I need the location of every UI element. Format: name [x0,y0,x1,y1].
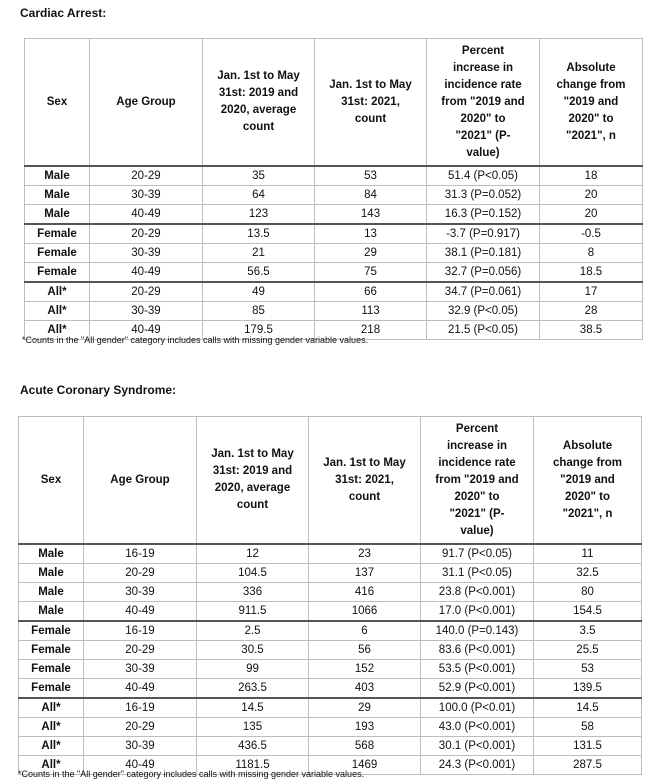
cell-percent-increase: 16.3 (P=0.152) [427,205,540,225]
header-avg-count-2019-2020-text: Jan. 1st to May 31st: 2019 and 2020, average count [211,448,294,511]
table-row [19,544,642,564]
acs-title: Acute Coronary Syndrome: [20,383,177,397]
cell-age-group: 20-29 [84,641,197,660]
cell-sex: Male [19,602,84,622]
header-percent-increase-text: Percent increase in incidence rate from "2019 and 2020" to "2021" (P- value) [435,422,519,537]
cell-sex: All* [25,302,90,321]
cell-sex: All* [19,737,84,756]
header-age-group [84,417,197,545]
cell-avg-count-2019-2020: 179.5 [203,321,315,340]
cell-age-group: 20-29 [84,718,197,737]
header-percent-increase [427,39,540,167]
cell-percent-increase: 100.0 (P<0.01) [421,698,534,718]
cell-age-group: 30-39 [84,660,197,679]
cell-absolute-change: 14.5 [534,698,642,718]
cell-absolute-change: 80 [534,583,642,602]
cell-sex: All* [19,756,84,775]
cell-sex: All* [19,698,84,718]
cell-age-group: 16-19 [84,544,197,564]
cardiac-footnote: *Counts in the "All gender" category includes calls with missing gender variable values. [22,335,369,345]
table-row [25,166,643,186]
cell-avg-count-2019-2020: 21 [203,244,315,263]
cell-sex: Female [25,244,90,263]
cell-sex: Female [19,679,84,699]
cell-absolute-change: 3.5 [534,621,642,641]
cell-avg-count-2019-2020: 30.5 [197,641,309,660]
table-row [25,244,643,263]
cell-count-2021: 75 [315,263,427,283]
table-row [25,282,643,302]
cell-age-group: 40-49 [90,321,203,340]
cell-age-group: 20-29 [90,224,203,244]
table-row [19,737,642,756]
cell-age-group: 30-39 [90,302,203,321]
table-row [25,263,643,283]
header-age-group-text: Age Group [110,473,170,486]
cell-percent-increase: 32.9 (P<0.05) [427,302,540,321]
cell-absolute-change: 25.5 [534,641,642,660]
cardiac-arrest-table [24,38,643,340]
cell-percent-increase: -3.7 (P=0.917) [427,224,540,244]
cell-age-group: 20-29 [90,282,203,302]
cell-age-group: 40-49 [84,602,197,622]
cell-count-2021: 66 [315,282,427,302]
cell-avg-count-2019-2020: 336 [197,583,309,602]
cell-count-2021: 113 [315,302,427,321]
cell-age-group: 30-39 [84,583,197,602]
cardiac-body [25,166,643,340]
cell-age-group: 20-29 [84,564,197,583]
cell-count-2021: 137 [309,564,421,583]
header-count-2021 [309,417,421,545]
acute-coronary-syndrome-table [18,416,642,775]
cell-age-group: 16-19 [84,698,197,718]
cell-sex: All* [25,282,90,302]
cell-sex: Male [19,583,84,602]
cell-percent-increase: 38.1 (P=0.181) [427,244,540,263]
cell-count-2021: 1066 [309,602,421,622]
cell-avg-count-2019-2020: 1181.5 [197,756,309,775]
cell-count-2021: 13 [315,224,427,244]
header-sex [25,39,90,167]
cell-sex: Female [19,660,84,679]
cell-sex: All* [19,718,84,737]
cell-count-2021: 6 [309,621,421,641]
cell-age-group: 40-49 [90,205,203,225]
cell-absolute-change: 28 [540,302,643,321]
cell-absolute-change: 18 [540,166,643,186]
table-row [25,205,643,225]
cell-percent-increase: 32.7 (P=0.056) [427,263,540,283]
cell-percent-increase: 21.5 (P<0.05) [427,321,540,340]
cell-percent-increase: 23.8 (P<0.001) [421,583,534,602]
acs-body [19,544,642,775]
cell-avg-count-2019-2020: 123 [203,205,315,225]
cell-age-group: 20-29 [90,166,203,186]
table-row [25,302,643,321]
header-age-group-text: Age Group [116,95,176,108]
cell-percent-increase: 140.0 (P=0.143) [421,621,534,641]
table-row [19,641,642,660]
cell-percent-increase: 31.3 (P=0.052) [427,186,540,205]
cell-absolute-change: 139.5 [534,679,642,699]
acs-footnote: *Counts in the "All gender" category includes calls with missing gender variable values. [18,769,365,779]
cell-percent-increase: 52.9 (P<0.001) [421,679,534,699]
cell-absolute-change: 17 [540,282,643,302]
header-count-2021 [315,39,427,167]
cell-percent-increase: 51.4 (P<0.05) [427,166,540,186]
table-row [19,621,642,641]
cell-avg-count-2019-2020: 35 [203,166,315,186]
cell-absolute-change: 11 [534,544,642,564]
cell-percent-increase: 53.5 (P<0.001) [421,660,534,679]
cell-absolute-change: 20 [540,186,643,205]
cell-sex: Male [25,205,90,225]
cell-sex: Female [25,224,90,244]
cell-avg-count-2019-2020: 135 [197,718,309,737]
cell-absolute-change: -0.5 [540,224,643,244]
cell-percent-increase: 30.1 (P<0.001) [421,737,534,756]
cell-avg-count-2019-2020: 99 [197,660,309,679]
cell-absolute-change: 38.5 [540,321,643,340]
header-avg-count-2019-2020 [203,39,315,167]
cell-avg-count-2019-2020: 436.5 [197,737,309,756]
cell-count-2021: 152 [309,660,421,679]
header-count-2021-text: Jan. 1st to May 31st: 2021, count [323,456,406,503]
cell-sex: Female [19,641,84,660]
header-percent-increase [421,417,534,545]
header-avg-count-2019-2020-text: Jan. 1st to May 31st: 2019 and 2020, average count [217,70,300,133]
cell-percent-increase: 83.6 (P<0.001) [421,641,534,660]
cell-absolute-change: 58 [534,718,642,737]
cell-absolute-change: 154.5 [534,602,642,622]
header-avg-count-2019-2020 [197,417,309,545]
header-age-group [90,39,203,167]
cell-avg-count-2019-2020: 14.5 [197,698,309,718]
cell-avg-count-2019-2020: 85 [203,302,315,321]
cell-age-group: 40-49 [84,679,197,699]
cell-count-2021: 29 [309,698,421,718]
cell-percent-increase: 34.7 (P=0.061) [427,282,540,302]
cell-count-2021: 568 [309,737,421,756]
header-sex [19,417,84,545]
cell-percent-increase: 24.3 (P<0.001) [421,756,534,775]
cell-count-2021: 218 [315,321,427,340]
cell-absolute-change: 8 [540,244,643,263]
cell-age-group: 30-39 [90,244,203,263]
cell-avg-count-2019-2020: 13.5 [203,224,315,244]
header-sex-text: Sex [46,95,68,108]
cell-sex: Female [25,263,90,283]
cell-percent-increase: 91.7 (P<0.05) [421,544,534,564]
cell-sex: Male [25,186,90,205]
cell-count-2021: 143 [315,205,427,225]
cell-count-2021: 84 [315,186,427,205]
cell-percent-increase: 43.0 (P<0.001) [421,718,534,737]
cell-sex: Female [19,621,84,641]
cell-avg-count-2019-2020: 56.5 [203,263,315,283]
cell-count-2021: 403 [309,679,421,699]
cell-avg-count-2019-2020: 64 [203,186,315,205]
cell-percent-increase: 31.1 (P<0.05) [421,564,534,583]
cardiac-title: Cardiac Arrest: [20,6,107,20]
cell-avg-count-2019-2020: 104.5 [197,564,309,583]
cardiac-header-row [25,39,643,167]
cell-absolute-change: 20 [540,205,643,225]
table-row [19,679,642,699]
cell-age-group: 40-49 [90,263,203,283]
acs-header-row [19,417,642,545]
cell-count-2021: 53 [315,166,427,186]
table-row [19,564,642,583]
cell-sex: Male [25,166,90,186]
cell-age-group: 30-39 [90,186,203,205]
table-row [19,718,642,737]
header-absolute-change [534,417,642,545]
cell-count-2021: 416 [309,583,421,602]
header-percent-increase-text: Percent increase in incidence rate from "2019 and 2020" to "2021" (P- value) [441,44,525,159]
cell-sex: Male [19,544,84,564]
cell-sex: Male [19,564,84,583]
header-sex-text: Sex [40,473,62,486]
table-row [19,602,642,622]
cell-absolute-change: 32.5 [534,564,642,583]
cell-absolute-change: 131.5 [534,737,642,756]
table-row [19,660,642,679]
cell-age-group: 16-19 [84,621,197,641]
cell-sex: All* [25,321,90,340]
table-row [25,224,643,244]
cell-percent-increase: 17.0 (P<0.001) [421,602,534,622]
cell-count-2021: 193 [309,718,421,737]
table-row [25,186,643,205]
cell-age-group: 30-39 [84,737,197,756]
cell-count-2021: 23 [309,544,421,564]
cell-avg-count-2019-2020: 2.5 [197,621,309,641]
table-row [19,698,642,718]
cell-avg-count-2019-2020: 911.5 [197,602,309,622]
cell-avg-count-2019-2020: 12 [197,544,309,564]
cell-age-group: 40-49 [84,756,197,775]
cell-absolute-change: 53 [534,660,642,679]
cell-count-2021: 56 [309,641,421,660]
table-row [19,583,642,602]
header-absolute-change-text: Absolute change from "2019 and 2020" to "2021", n [556,61,626,142]
cell-count-2021: 29 [315,244,427,263]
cell-count-2021: 1469 [309,756,421,775]
cell-avg-count-2019-2020: 49 [203,282,315,302]
cell-absolute-change: 18.5 [540,263,643,283]
header-absolute-change-text: Absolute change from "2019 and 2020" to "2021", n [552,439,622,520]
cell-absolute-change: 287.5 [534,756,642,775]
header-absolute-change [540,39,643,167]
cell-avg-count-2019-2020: 263.5 [197,679,309,699]
header-count-2021-text: Jan. 1st to May 31st: 2021, count [329,78,412,125]
